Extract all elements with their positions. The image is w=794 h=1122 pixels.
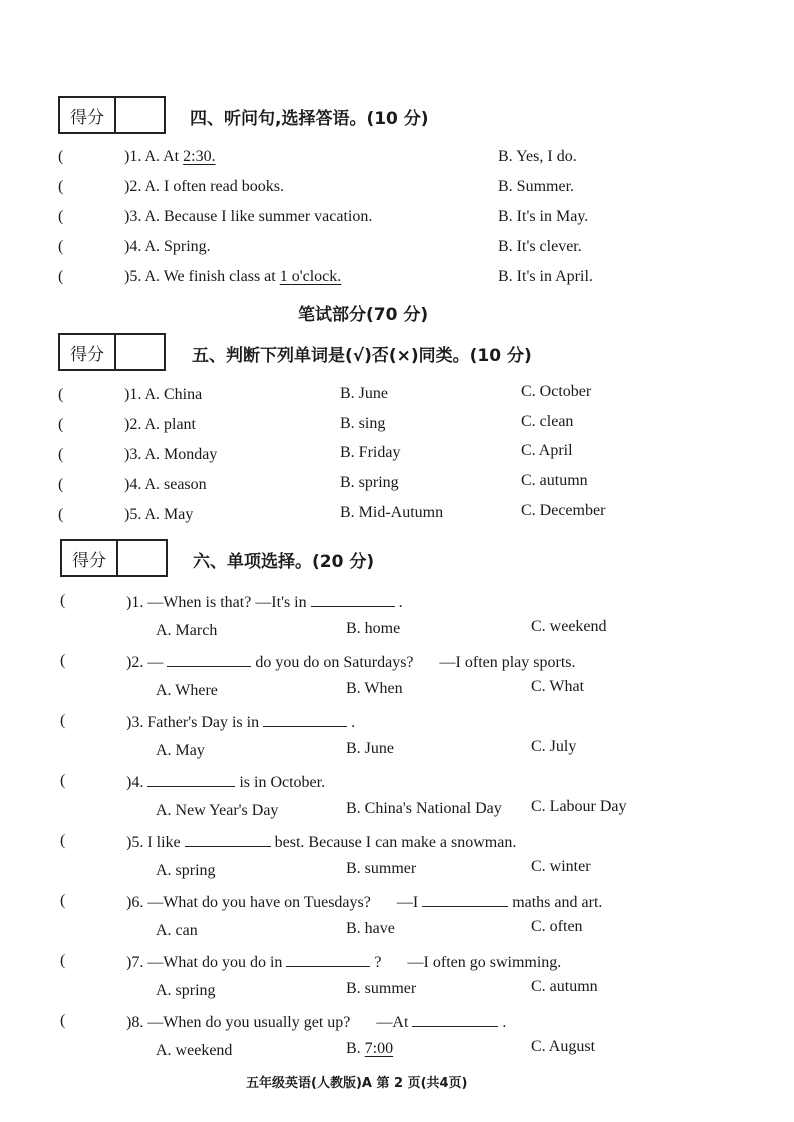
option-b: B. When <box>346 680 403 697</box>
option-b: B. It's clever. <box>498 238 582 255</box>
option-b: B. Summer. <box>498 178 575 195</box>
section6-title: 六、单项选择。(20 分) <box>193 552 375 572</box>
list-item: ( )7. —What do you do in ? —I often go swimming. <box>60 952 562 971</box>
option-b: B. home <box>346 620 401 637</box>
option-c: C. autumn <box>521 472 588 489</box>
option-a: A. can <box>156 922 198 939</box>
answer-paren[interactable]: ( <box>58 178 64 195</box>
answer-blank[interactable] <box>185 832 271 847</box>
answer-paren[interactable]: ( <box>60 652 66 669</box>
option-b: B. summer <box>346 860 417 877</box>
score-box-section4 <box>58 96 166 134</box>
answer-paren[interactable]: ( <box>58 416 64 433</box>
list-item: ( )5. A. We finish class at 1 o'clock. <box>58 268 342 285</box>
written-part-title: 笔试部分(70 分) <box>298 305 429 325</box>
answer-paren[interactable]: ( <box>58 208 64 225</box>
option-b: B. June <box>346 740 394 757</box>
section5-title: 五、判断下列单词是(√)否(×)同类。(10 分) <box>192 346 532 366</box>
list-item: ( )3. Father's Day is in . <box>60 712 356 731</box>
option-c: C. clean <box>521 413 574 430</box>
option-b: B. Friday <box>340 444 401 461</box>
option-c: C. Labour Day <box>531 798 627 815</box>
answer-paren[interactable]: ( <box>60 892 66 909</box>
answer-blank[interactable] <box>286 952 370 967</box>
answer-blank[interactable] <box>311 592 395 607</box>
option-b: B. summer <box>346 980 417 997</box>
option-b: B. It's in May. <box>498 208 589 225</box>
list-item: ( )8. —When do you usually get up? —At . <box>60 1012 507 1031</box>
option-c: C. April <box>521 442 573 459</box>
score-box-section6 <box>60 539 168 577</box>
option-c: C. often <box>531 918 583 935</box>
list-item: ( )4. A. season <box>58 476 207 493</box>
option-a: A. spring <box>156 862 216 879</box>
option-a: A. Where <box>156 682 218 699</box>
option-c: C. winter <box>531 858 591 875</box>
answer-paren[interactable]: ( <box>58 268 64 285</box>
option-c: C. What <box>531 678 585 695</box>
option-c: C. autumn <box>531 978 598 995</box>
answer-paren[interactable]: ( <box>60 832 66 849</box>
score-box-section5 <box>58 333 166 371</box>
list-item: ( )3. A. Because I like summer vacation. <box>58 208 373 225</box>
answer-paren[interactable]: ( <box>58 446 64 463</box>
list-item: ( )5. I like best. Because I can make a snowman. <box>60 832 517 851</box>
page-footer: 五年级英语(人教版)A 第 2 页(共4页) <box>246 1076 468 1091</box>
answer-blank[interactable] <box>167 652 251 667</box>
option-a: A. weekend <box>156 1042 233 1059</box>
score-label: 得分 <box>60 98 116 132</box>
option-c: C. weekend <box>531 618 607 635</box>
list-item: ( )2. A. I often read books. <box>58 178 284 195</box>
list-item: ( )1. A. China <box>58 386 203 403</box>
list-item: ( )5. A. May <box>58 506 194 523</box>
answer-paren[interactable]: ( <box>58 386 64 403</box>
answer-paren[interactable]: ( <box>60 712 66 729</box>
option-b: B. have <box>346 920 395 937</box>
list-item: ( )4. is in October. <box>60 772 326 791</box>
answer-paren[interactable]: ( <box>60 772 66 789</box>
answer-blank[interactable] <box>412 1012 498 1027</box>
list-item: ( )1. —When is that? —It's in . <box>60 592 403 611</box>
list-item: ( )3. A. Monday <box>58 446 218 463</box>
answer-paren[interactable]: ( <box>60 952 66 969</box>
option-c: C. August <box>531 1038 596 1055</box>
answer-blank[interactable] <box>263 712 347 727</box>
option-b: B. Mid-Autumn <box>340 504 444 521</box>
option-b: B. China's National Day <box>346 800 502 817</box>
score-label: 得分 <box>60 335 116 369</box>
answer-paren[interactable]: ( <box>58 476 64 493</box>
section4-title: 四、听问句,选择答语。(10 分) <box>190 109 429 129</box>
option-b: B. sing <box>340 415 386 432</box>
option-a: A. spring <box>156 982 216 999</box>
option-a: A. March <box>156 622 218 639</box>
score-label: 得分 <box>62 541 118 575</box>
option-b: B. Yes, I do. <box>498 148 577 165</box>
list-item: ( )2. A. plant <box>58 416 196 433</box>
answer-blank[interactable] <box>147 772 235 787</box>
option-c: C. July <box>531 738 577 755</box>
list-item: ( )4. A. Spring. <box>58 238 211 255</box>
answer-paren[interactable]: ( <box>58 148 64 165</box>
option-c: C. December <box>521 502 606 519</box>
option-b: B. 7:00 <box>346 1040 394 1057</box>
option-a: A. New Year's Day <box>156 802 279 819</box>
option-a: A. May <box>156 742 205 759</box>
option-b: B. June <box>340 385 388 402</box>
answer-paren[interactable]: ( <box>60 592 66 609</box>
option-c: C. October <box>521 383 592 400</box>
answer-paren[interactable]: ( <box>58 506 64 523</box>
option-b: B. spring <box>340 474 399 491</box>
list-item: ( )2. — do you do on Saturdays? —I often play sports. <box>60 652 576 671</box>
option-b: B. It's in April. <box>498 268 593 285</box>
list-item: ( )1. A. At 2:30. <box>58 148 216 165</box>
answer-paren[interactable]: ( <box>60 1012 66 1029</box>
answer-blank[interactable] <box>422 892 508 907</box>
answer-paren[interactable]: ( <box>58 238 64 255</box>
list-item: ( )6. —What do you have on Tuesdays? —I maths and art. <box>60 892 603 911</box>
